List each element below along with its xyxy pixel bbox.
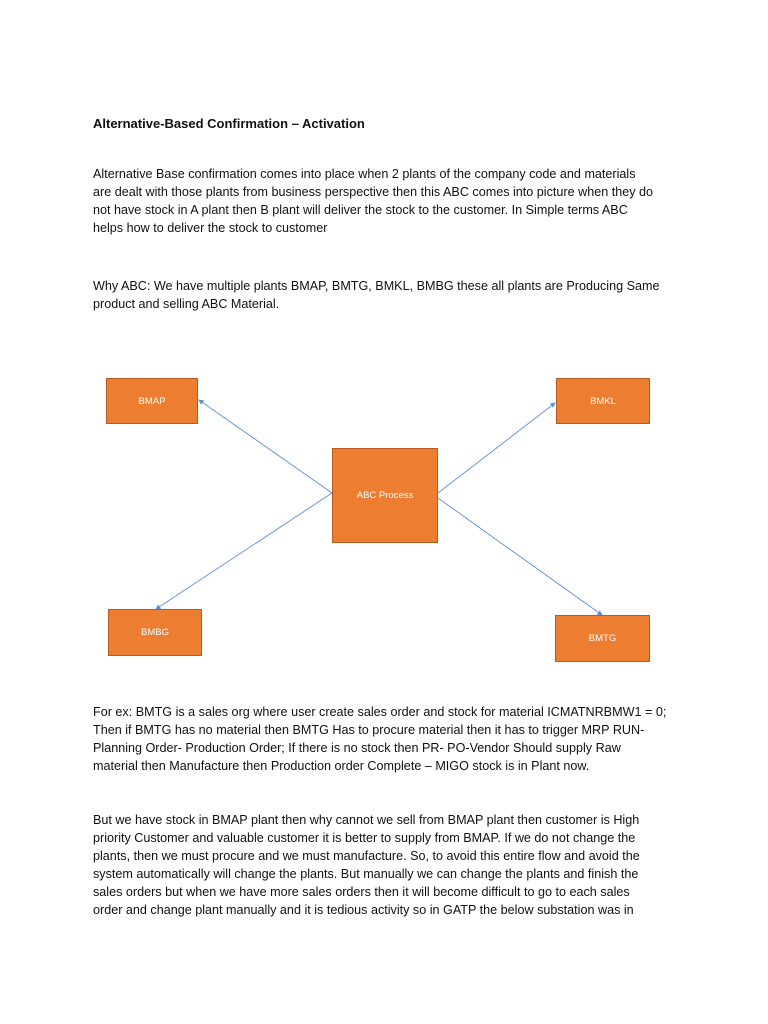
paragraph-example: For ex: BMTG is a sales org where user create sales order and stock for material ICMATNRBMW1 = 0; Then if BMTG has no material then BMTG Has to procure material then it has to trigger MRP RUN- Planning Order- Production Order; If there is no stock then PR- PO-Vendor Should supply Raw material then Manufacture then Production order Complete – MIGO stock is in Plant now. (93, 705, 667, 773)
node-bmkl-label: BMKL (590, 395, 616, 407)
node-bmtg-label: BMTG (588, 633, 617, 644)
abc-process-diagram (0, 360, 768, 680)
node-bmbg (108, 609, 202, 656)
node-abc-process (332, 448, 438, 543)
node-bmtg (555, 615, 650, 662)
connector-to-bmap (199, 400, 332, 493)
node-bmkl (556, 378, 650, 424)
document-title: Alternative-Based Confirmation – Activation (93, 116, 365, 131)
connector-to-bmtg (438, 498, 602, 615)
node-bmap-label: BMAP (138, 395, 166, 407)
node-bmbg-label: BMBG (141, 627, 169, 638)
paragraph-why-abc: Why ABC: We have multiple plants BMAP, BMTG, BMKL, BMBG these all plants are Producing Same product and selling ABC Material. (93, 279, 660, 311)
node-bmap (106, 378, 198, 424)
paragraph-stock-bmap: But we have stock in BMAP plant then why cannot we sell from BMAP plant then customer is High priority Customer and valuable customer it is better to supply from BMAP. If we do not change the plants, then we must procure and we must manufacture. So, to avoid this entire flow and avoid the system automatically will change the plants. But manually we can change the plants and finish the sales orders but when we have more sales orders then it will become difficult to go to each sales order and change plant manually and it is tedious activity so in GATP the below substation was in (93, 813, 640, 917)
paragraph-intro: Alternative Base confirmation comes into place when 2 plants of the company code and materials are dealt with those plants from business perspective then this ABC comes into picture when they do not have stock in A plant then B plant will deliver the stock to the customer. In Simple terms ABC helps how to deliver the stock to customer (93, 167, 654, 235)
node-abc-process-label: ABC Process (356, 490, 414, 501)
connector-to-bmkl (438, 403, 555, 493)
connector-to-bmbg (156, 493, 332, 609)
